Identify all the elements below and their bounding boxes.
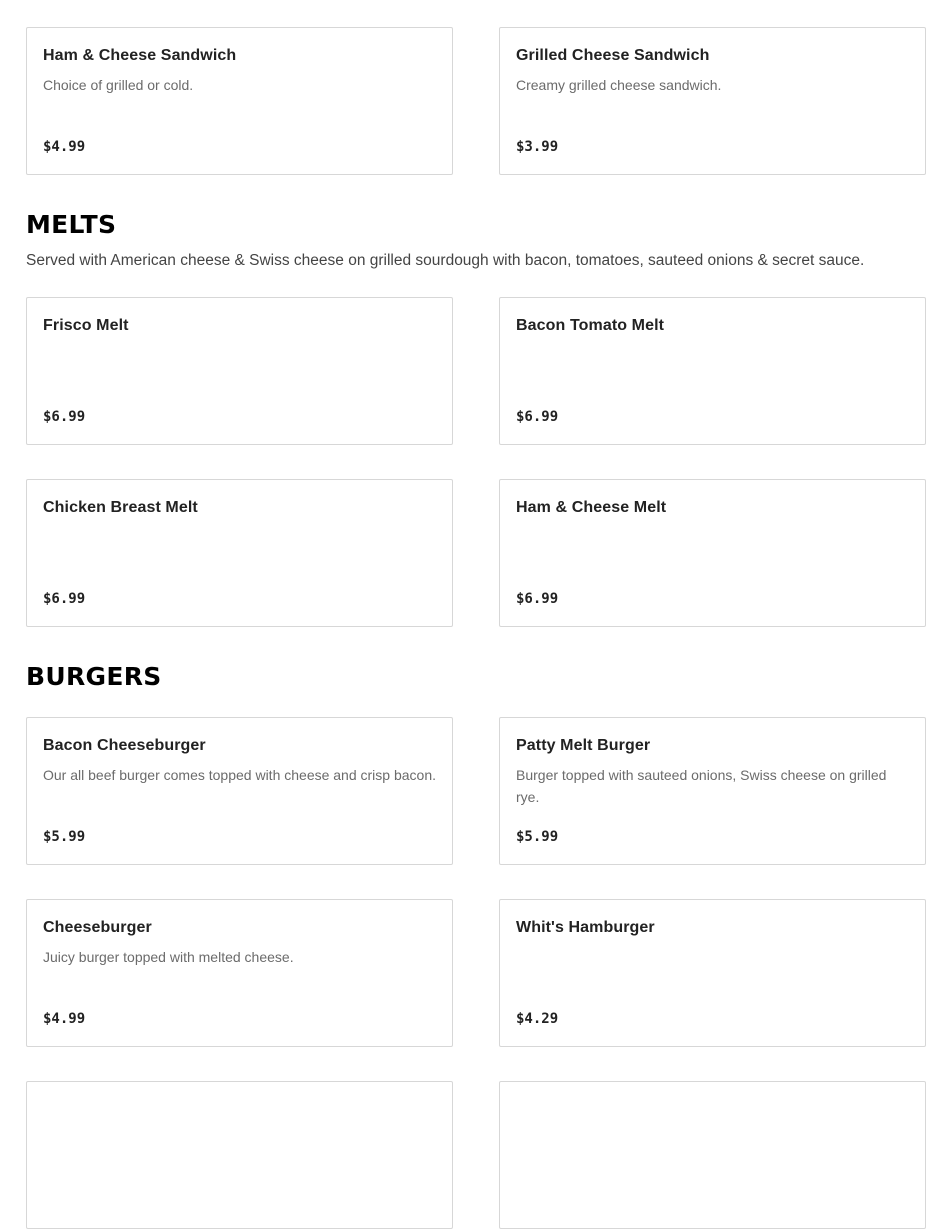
menu-item-name: Grilled Cheese Sandwich <box>516 47 710 64</box>
section-title-burgers: BURGERS <box>26 662 162 691</box>
menu-item-price: $4.99 <box>43 1011 86 1027</box>
menu-item-name: Patty Melt Burger <box>516 737 651 754</box>
menu-item-card[interactable] <box>499 899 926 1047</box>
menu-item-name: Chicken Breast Melt <box>43 499 198 516</box>
menu-item-price: $6.99 <box>43 591 86 607</box>
menu-item-price: $3.99 <box>516 139 559 155</box>
menu-item-price: $4.99 <box>43 139 86 155</box>
menu-item-card[interactable] <box>499 479 926 627</box>
menu-item-price: $6.99 <box>43 409 86 425</box>
menu-item-price: $5.99 <box>516 829 559 845</box>
menu-item-card[interactable] <box>26 899 453 1047</box>
menu-item-name: Bacon Tomato Melt <box>516 317 665 334</box>
section-title-melts: MELTS <box>26 210 117 239</box>
menu-item-name: Bacon Cheeseburger <box>43 737 206 754</box>
menu-item-card[interactable] <box>499 27 926 175</box>
menu-item-price: $4.29 <box>516 1011 559 1027</box>
menu-item-card[interactable] <box>26 717 453 865</box>
menu-item-description: Creamy grilled cheese sandwich. <box>516 77 722 93</box>
section-description-melts: Served with American cheese & Swiss cheese on grilled sourdough with bacon, tomatoes, sauteed onions & secret sauce. <box>26 252 865 269</box>
menu-item-description: Our all beef burger comes topped with cheese and crisp bacon. <box>43 767 437 783</box>
menu-item-price: $6.99 <box>516 409 559 425</box>
menu-item-price: $5.99 <box>43 829 86 845</box>
menu-item-card[interactable] <box>499 297 926 445</box>
menu-item-card[interactable] <box>26 27 453 175</box>
menu-item-description: Burger topped with sauteed onions, Swiss cheese on grilled rye. <box>516 767 887 805</box>
menu-item-name: Ham & Cheese Sandwich <box>43 47 237 64</box>
menu-item-name: Ham & Cheese Melt <box>516 499 667 516</box>
menu-item-name: Cheeseburger <box>43 919 152 936</box>
menu-item-description: Choice of grilled or cold. <box>43 77 194 93</box>
menu-item-card[interactable] <box>26 297 453 445</box>
menu-item-card[interactable] <box>499 1081 926 1229</box>
menu-item-description: Juicy burger topped with melted cheese. <box>43 949 294 965</box>
menu-item-name: Whit's Hamburger <box>516 919 655 936</box>
menu-item-card[interactable] <box>26 479 453 627</box>
menu-item-card[interactable] <box>26 1081 453 1229</box>
menu-item-name: Frisco Melt <box>43 317 129 334</box>
menu-item-price: $6.99 <box>516 591 559 607</box>
menu-item-card[interactable] <box>499 717 926 865</box>
